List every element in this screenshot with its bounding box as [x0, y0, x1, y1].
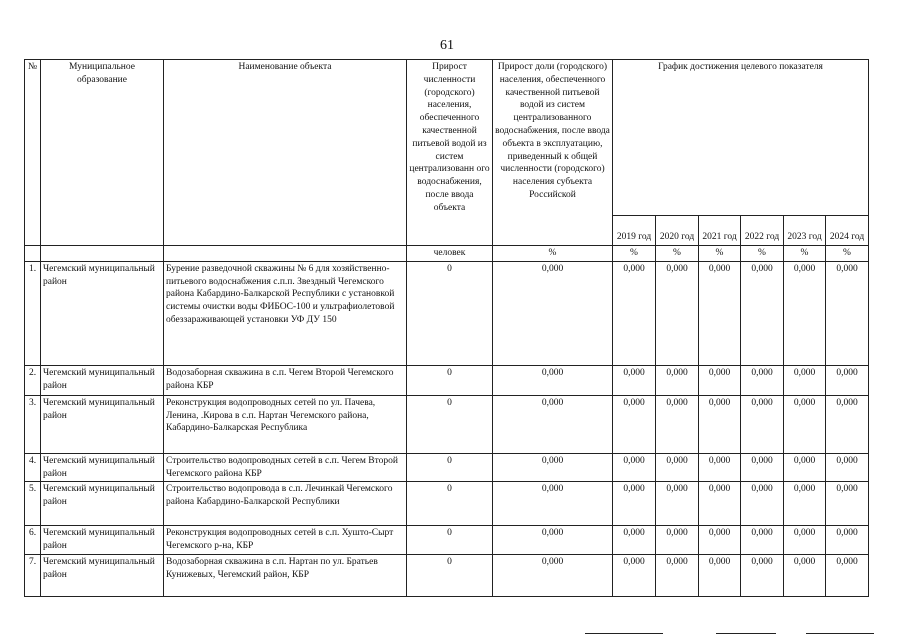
header-schedule: График достижения целевого показателя: [613, 60, 869, 216]
header-municipality: Муниципальное образование: [41, 60, 164, 246]
row-municipality: Чегемский муниципальный район: [41, 261, 164, 365]
row-object-name: Бурение разведочной скважины № 6 для хозяйственно-питьевого водоснабжения с.п.п. Звездный Чегемского района Кабардино-Балкарской Республики с установкой системы очистки воды ФИБОС-100 и ультрафиолетовой обеззараживающей установки УФ ДУ 150: [164, 261, 407, 365]
unit-percent: %: [613, 246, 656, 262]
row-number: 3.: [25, 395, 41, 453]
row-year-value: 0,000: [784, 261, 826, 365]
row-number: 6.: [25, 526, 41, 555]
row-people: 0: [407, 261, 493, 365]
row-year-value: 0,000: [699, 261, 741, 365]
row-year-value: 0,000: [656, 482, 699, 526]
row-year-value: 0,000: [741, 554, 784, 596]
row-object-name: Строительство водопровода в с.п. Лечинкай Чегемского района Кабардино-Балкарской Республики: [164, 482, 407, 526]
row-year-value: 0,000: [784, 526, 826, 555]
row-year-value: 0,000: [784, 453, 826, 482]
signature-line: [716, 633, 776, 634]
row-people: 0: [407, 526, 493, 555]
row-year-value: 0,000: [613, 395, 656, 453]
row-object-name: Водозаборная скважина в с.п. Чегем Второй Чегемского района КБР: [164, 365, 407, 395]
table-row: [25, 554, 869, 596]
table-row: [25, 395, 869, 453]
row-year-value: 0,000: [613, 526, 656, 555]
row-municipality: Чегемский муниципальный район: [41, 395, 164, 453]
header-num: №: [25, 60, 41, 246]
row-year-value: 0,000: [741, 365, 784, 395]
signature-lines: [0, 633, 905, 639]
row-year-value: 0,000: [613, 482, 656, 526]
target-indicator-table: [24, 59, 869, 597]
row-municipality: Чегемский муниципальный район: [41, 453, 164, 482]
row-year-value: 0,000: [826, 261, 869, 365]
row-share: 0,000: [493, 453, 613, 482]
row-year-value: 0,000: [699, 554, 741, 596]
table-row: [25, 261, 869, 365]
row-year-value: 0,000: [826, 365, 869, 395]
row-year-value: 0,000: [613, 554, 656, 596]
table-row: [25, 453, 869, 482]
row-year-value: 0,000: [656, 395, 699, 453]
header-year: 2020 год: [656, 216, 699, 246]
row-people: 0: [407, 395, 493, 453]
row-year-value: 0,000: [784, 365, 826, 395]
table-row: [25, 365, 869, 395]
row-year-value: 0,000: [826, 395, 869, 453]
page-number: 61: [440, 38, 454, 53]
row-year-value: 0,000: [656, 453, 699, 482]
row-year-value: 0,000: [613, 453, 656, 482]
row-year-value: 0,000: [656, 365, 699, 395]
table-header: [25, 60, 869, 262]
row-year-value: 0,000: [741, 453, 784, 482]
row-year-value: 0,000: [741, 395, 784, 453]
table-row: [25, 526, 869, 555]
header-year: 2021 год: [699, 216, 741, 246]
row-year-value: 0,000: [826, 554, 869, 596]
row-municipality: Чегемский муниципальный район: [41, 526, 164, 555]
row-object-name: Строительство водопроводных сетей в с.п. Чегем Второй Чегемского района КБР: [164, 453, 407, 482]
header-year: 2024 год: [826, 216, 869, 246]
unit-percent: %: [699, 246, 741, 262]
row-share: 0,000: [493, 395, 613, 453]
row-people: 0: [407, 453, 493, 482]
row-municipality: Чегемский муниципальный район: [41, 482, 164, 526]
unit-percent: %: [741, 246, 784, 262]
unit-people: человек: [407, 246, 493, 262]
row-people: 0: [407, 365, 493, 395]
row-municipality: Чегемский муниципальный район: [41, 554, 164, 596]
row-share: 0,000: [493, 482, 613, 526]
row-number: 5.: [25, 482, 41, 526]
row-year-value: 0,000: [826, 526, 869, 555]
row-year-value: 0,000: [699, 482, 741, 526]
row-year-value: 0,000: [784, 554, 826, 596]
row-object-name: Водозаборная скважина в с.п. Нартан по ул. Братьев Кунижевых, Чегемский район, КБР: [164, 554, 407, 596]
row-number: 4.: [25, 453, 41, 482]
row-year-value: 0,000: [699, 395, 741, 453]
table-body: [25, 261, 869, 596]
row-share: 0,000: [493, 526, 613, 555]
row-year-value: 0,000: [741, 261, 784, 365]
row-object-name: Реконструкция водопроводных сетей в с.п. Хушто-Сырт Чегемского р-на, КБР: [164, 526, 407, 555]
row-year-value: 0,000: [613, 261, 656, 365]
row-year-value: 0,000: [784, 395, 826, 453]
row-share: 0,000: [493, 261, 613, 365]
row-year-value: 0,000: [656, 554, 699, 596]
header-year: 2023 год: [784, 216, 826, 246]
unit-percent: %: [493, 246, 613, 262]
row-people: 0: [407, 554, 493, 596]
units-row: [25, 246, 869, 262]
row-year-value: 0,000: [826, 482, 869, 526]
header-growth-share: Прирост доли (городского) населения, обеспеченного качественной питьевой водой из систем централизованного водоснабжения, после ввода объекта в эксплуатацию, приведенный к общей численности (городского) населения субъекта Российской: [493, 60, 613, 246]
row-object-name: Реконструкция водопроводных сетей по ул. Пачева, Ленина, .Кирова в с.п. Нартан Чегемского района, Кабардино-Балкарская Республика: [164, 395, 407, 453]
unit-percent: %: [784, 246, 826, 262]
row-year-value: 0,000: [656, 261, 699, 365]
header-growth-count: Прирост численности (городского) населения, обеспеченного качественной питьевой водой из систем централизованн ого водоснабжения, после ввода объекта: [407, 60, 493, 246]
unit-percent: %: [826, 246, 869, 262]
signature-line: [585, 633, 663, 634]
row-share: 0,000: [493, 554, 613, 596]
row-municipality: Чегемский муниципальный район: [41, 365, 164, 395]
header-year: 2019 год: [613, 216, 656, 246]
unit-percent: %: [656, 246, 699, 262]
row-year-value: 0,000: [784, 482, 826, 526]
row-year-value: 0,000: [741, 482, 784, 526]
row-year-value: 0,000: [656, 526, 699, 555]
row-share: 0,000: [493, 365, 613, 395]
table-row: [25, 482, 869, 526]
row-year-value: 0,000: [613, 365, 656, 395]
row-year-value: 0,000: [699, 453, 741, 482]
row-year-value: 0,000: [741, 526, 784, 555]
row-year-value: 0,000: [826, 453, 869, 482]
row-number: 2.: [25, 365, 41, 395]
signature-line: [806, 633, 874, 634]
header-object: Наименование объекта: [164, 60, 407, 246]
row-number: 1.: [25, 261, 41, 365]
row-number: 7.: [25, 554, 41, 596]
header-year: 2022 год: [741, 216, 784, 246]
row-year-value: 0,000: [699, 365, 741, 395]
row-people: 0: [407, 482, 493, 526]
row-year-value: 0,000: [699, 526, 741, 555]
